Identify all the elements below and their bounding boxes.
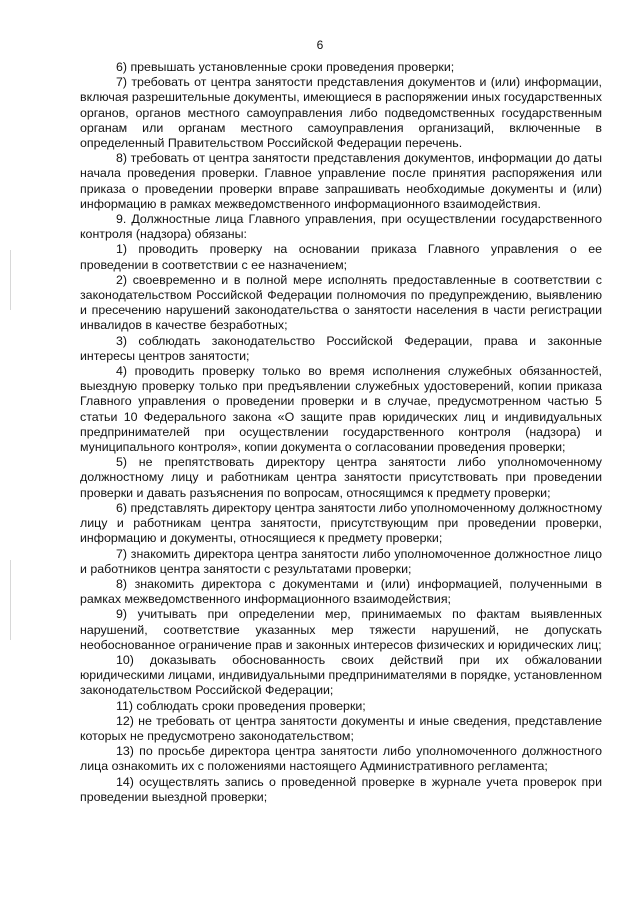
paragraph: 10) доказывать обоснованность своих действий при их обжаловании юридическими лицами, индивидуальными предпринимателями в порядке, установленном законодательством Российской Федерации; bbox=[80, 652, 602, 698]
paragraph: 8) знакомить директора с документами и (или) информацией, полученными в рамках межведомственного информационного взаимодействия; bbox=[80, 576, 602, 607]
paragraph: 2) своевременно и в полной мере исполнять предоставленные в соответствии с законодательством Российской Федерации полномочия по предупреждению, выявлению и пресечению нарушений законодательства о занятости населения в части регистрации инвалидов в качестве безработных; bbox=[80, 272, 602, 333]
paragraph: 4) проводить проверку только во время исполнения служебных обязанностей, выездную проверку только при предъявлении служебных удостоверений, копии приказа Главного управления о проведении проверки и в случае, предусмотренном частью 5 статьи 10 Федерального закона «О защите прав юридических лиц и индивидуальных предпринимателей при осуществлении государственного контроля (надзора) и муниципального контроля», копии документа о согласовании проведения проверки; bbox=[80, 364, 602, 455]
paragraph: 9. Должностные лица Главного управления, при осуществлении государственного контроля (надзора) обязаны: bbox=[80, 212, 602, 242]
paragraph: 14) осуществлять запись о проведенной проверке в журнале учета проверок при проведении выездной проверки; bbox=[80, 774, 602, 804]
scan-margin-mark bbox=[10, 250, 11, 310]
paragraph: 6) превышать установленные сроки проведения проверки; bbox=[116, 60, 455, 74]
paragraph: 8) требовать от центра занятости представления документов, информации до даты начала проведения проверки. Главное управление после принятия распоряжения или приказа о проведении проверки вправе запрашивать необходимые документы и (или) информацию в рамках межведомственного информационного взаимодействия. bbox=[80, 151, 602, 211]
paragraph: 11) соблюдать сроки проведения проверки; bbox=[116, 698, 366, 713]
paragraph: 1) проводить проверку на основании приказа Главного управления о ее проведении в соответствии с ее назначением; bbox=[80, 242, 602, 272]
paragraph: 3) соблюдать законодательство Российской Федерации, права и законные интересы центров занятости; bbox=[80, 333, 602, 363]
paragraph: 12) не требовать от центра занятости документы и иные сведения, представление которых не предусмотрено законодательством; bbox=[80, 713, 602, 743]
paragraph: 13) по просьбе директора центра занятости либо уполномоченного должностного лица ознакомить их с положениями настоящего Административного регламента; bbox=[80, 744, 602, 774]
paragraph: 5) не препятствовать директору центра занятости либо уполномоченному должностному лицу и работникам центра занятости присутствовать при проведении проверки и давать разъяснения по вопросам, относящимся к предмету проверки; bbox=[80, 455, 602, 500]
document-body bbox=[80, 60, 602, 805]
page-number: 6 bbox=[316, 38, 324, 52]
paragraph: 9) учитывать при определении мер, принимаемых по фактам выявленных нарушений, соответствие указанных мер тяжести нарушений, не допускать необоснованное ограничение прав и законных интересов физических и юридических лиц; bbox=[80, 607, 602, 652]
paragraph: 7) требовать от центра занятости представления документов и (или) информации, включая разрешительные документы, имеющиеся в распоряжении иных государственных органов, органов местного самоуправления либо подведомственных государственным органам или органам местного самоуправления организаций, включенные в определенный Правительством Российской Федерации перечень. bbox=[80, 75, 602, 151]
paragraph: 6) представлять директору центра занятости либо уполномоченному должностному лицу и работникам центра занятости, присутствующим при проведении проверки, информацию и документы, относящиеся к предмету проверки; bbox=[80, 500, 603, 546]
paragraph: 7) знакомить директора центра занятости либо уполномоченное должностное лицо и работников центра занятости с результатами проверки; bbox=[80, 546, 602, 576]
scan-margin-mark bbox=[10, 560, 11, 640]
